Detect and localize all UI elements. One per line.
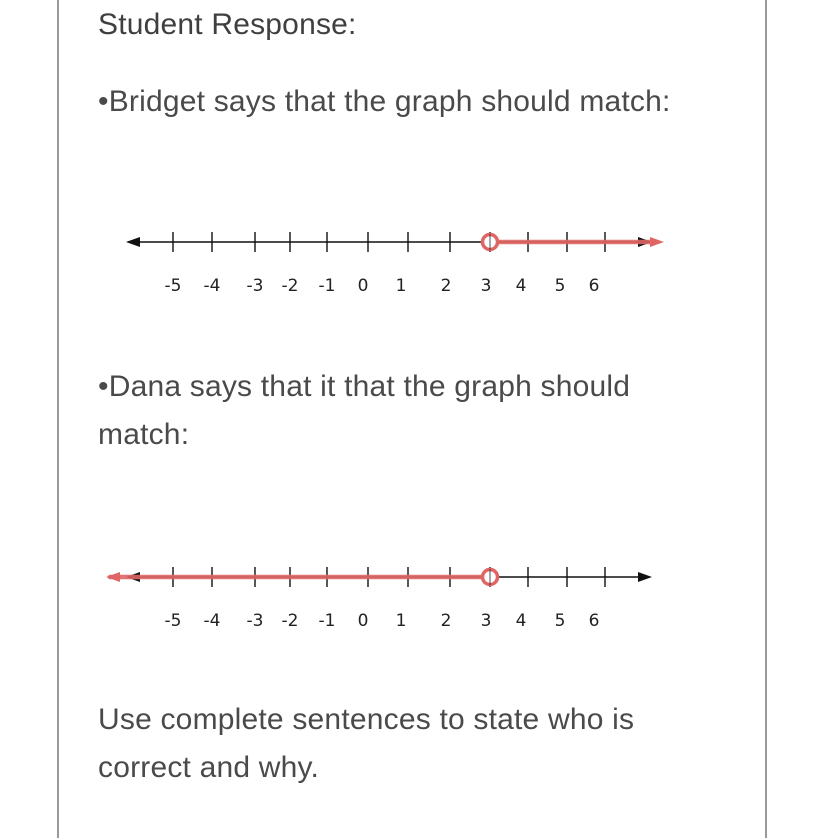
tick-label: 4 bbox=[515, 276, 527, 296]
tick-label: -2 bbox=[281, 276, 299, 296]
tick-label: 3 bbox=[480, 276, 492, 296]
dana-number-line bbox=[100, 545, 680, 631]
tick-label: 4 bbox=[515, 611, 527, 631]
right-arrow-icon bbox=[638, 572, 652, 582]
tick-label: -2 bbox=[281, 611, 299, 631]
tick-label: 5 bbox=[554, 276, 566, 296]
section-heading: Student Response: bbox=[98, 8, 357, 41]
tick-label: 6 bbox=[588, 276, 600, 296]
bridget-text: Bridget says that the graph should match: bbox=[108, 85, 671, 118]
tick-label: -4 bbox=[203, 611, 221, 631]
tick-label: -3 bbox=[246, 276, 264, 296]
tick-label: -4 bbox=[203, 276, 221, 296]
tick-label: 3 bbox=[480, 611, 492, 631]
tick-label: 2 bbox=[440, 276, 452, 296]
left-arrow-icon bbox=[126, 237, 140, 247]
tick-label: -5 bbox=[164, 611, 182, 631]
bridget-statement bbox=[98, 78, 671, 126]
tick-label: 0 bbox=[357, 611, 369, 631]
tick-label: 0 bbox=[357, 276, 369, 296]
bridget-number-line bbox=[100, 210, 680, 296]
ray-arrow-icon bbox=[650, 237, 664, 247]
bullet-icon: • bbox=[98, 85, 109, 118]
prompt-text: Use complete sentences to state who is correct and why. bbox=[98, 703, 635, 784]
dana-text: Dana says that it that the graph should match: bbox=[98, 370, 631, 451]
tick-label: -5 bbox=[164, 276, 182, 296]
tick-label: 1 bbox=[395, 611, 407, 631]
tick-label: -1 bbox=[318, 611, 336, 631]
tick-label: -1 bbox=[318, 276, 336, 296]
bullet-icon: • bbox=[98, 370, 109, 403]
tick-label: 5 bbox=[554, 611, 566, 631]
tick-label: 6 bbox=[588, 611, 600, 631]
tick-label: 2 bbox=[440, 611, 452, 631]
dana-statement bbox=[98, 363, 718, 459]
ray-arrow-icon bbox=[106, 572, 120, 582]
tick-label: -3 bbox=[246, 611, 264, 631]
tick-label: 1 bbox=[395, 276, 407, 296]
